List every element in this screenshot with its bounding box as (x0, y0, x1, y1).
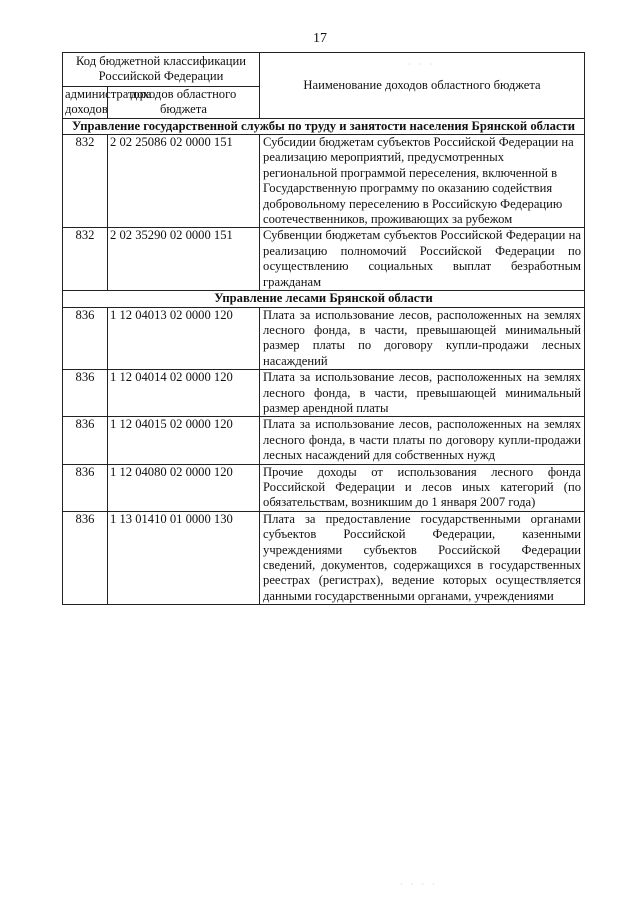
code-group-header: Код бюджетной классификации Российской Федерации (63, 53, 260, 87)
page-number: 17 (313, 31, 327, 46)
budget-classification-table (62, 52, 585, 605)
admin-code: 832 (63, 228, 108, 291)
section-title: Управление государственной службы по труду и занятости населения Брянской области (63, 118, 585, 134)
table-row (63, 228, 585, 291)
admin-code: 832 (63, 135, 108, 228)
table-row (63, 417, 585, 464)
section-title: Управление лесами Брянской области (63, 291, 585, 307)
admin-code: 836 (63, 511, 108, 604)
income-code: 1 12 04080 02 0000 120 (108, 464, 260, 511)
income-name: Субсидии бюджетам субъектов Российской Федерации на реализацию мероприятий, предусмотренных региональной программой переселения, включенной в Государственную программу по оказанию содействия добровольному переселению в Российскую Федерацию соотечественников, проживающих за рубежом (260, 135, 585, 228)
income-code: 2 02 25086 02 0000 151 (108, 135, 260, 228)
admin-code: 836 (63, 417, 108, 464)
income-name: Плата за использование лесов, расположенных на землях лесного фонда, в части, превышающей минимальный размер платы по договору купли-продажи лесных насаждений (260, 307, 585, 370)
table-row (63, 511, 585, 604)
section-title-row (63, 118, 585, 134)
income-code: 2 02 35290 02 0000 151 (108, 228, 260, 291)
table-row (63, 370, 585, 417)
admin-column-header: администратора доходов (63, 86, 108, 118)
income-code: 1 13 01410 01 0000 130 (108, 511, 260, 604)
income-name: Плата за использование лесов, расположенных на землях лесного фонда, в части, превышающей минимальный размер арендной платы (260, 370, 585, 417)
income-name: Плата за предоставление государственными органами субъектов Российской Федерации, казенными учреждениями субъектов Российской Федерации сведений, документов, содержащихся в государственных реестрах (регистрах), ведение которых осуществляется данными государственными органами, учреждениями (260, 511, 585, 604)
income-code: 1 12 04015 02 0000 120 (108, 417, 260, 464)
header-row-top (63, 53, 585, 87)
table-row (63, 307, 585, 370)
scan-speck-mark: · · · · (400, 880, 438, 889)
income-name: Субвенции бюджетам субъектов Российской Федерации на реализацию полномочий Российской Федерации по осуществлению социальных выплат безработным гражданам (260, 228, 585, 291)
table-row (63, 135, 585, 228)
admin-code: 836 (63, 464, 108, 511)
income-code: 1 12 04013 02 0000 120 (108, 307, 260, 370)
income-code: 1 12 04014 02 0000 120 (108, 370, 260, 417)
income-name: Плата за использование лесов, расположенных на землях лесного фонда, в части платы по договору купли-продажи лесных насаждений для собственных нужд (260, 417, 585, 464)
income-name: Прочие доходы от использования лесного фонда Российской Федерации и лесов иных категорий (по обязательствам, возникшим до 1 января 2007 года) (260, 464, 585, 511)
admin-code: 836 (63, 370, 108, 417)
admin-code: 836 (63, 307, 108, 370)
name-column-header: Наименование доходов областного бюджета (260, 53, 585, 119)
table-row (63, 464, 585, 511)
income-column-header: доходов областного бюджета (108, 86, 260, 118)
scan-speck-mark: · · · (408, 60, 435, 69)
section-title-row (63, 291, 585, 307)
